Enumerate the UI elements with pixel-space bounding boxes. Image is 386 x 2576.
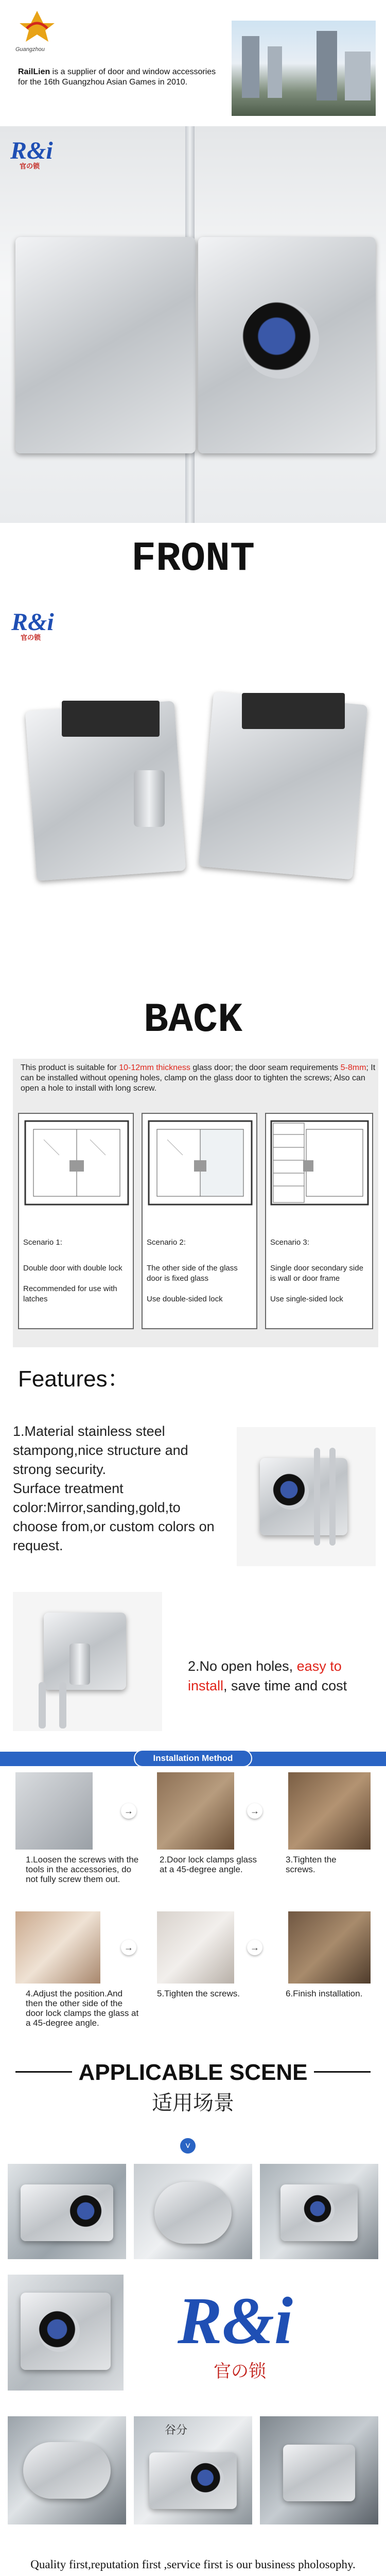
install-photo-2 bbox=[157, 1772, 234, 1850]
applicable-title: APPLICABLE SCENE bbox=[78, 2060, 308, 2085]
scenario-1-title: Scenario 1: bbox=[23, 1238, 62, 1247]
scene-photo-6 bbox=[134, 2416, 252, 2524]
install-photo-4 bbox=[15, 1911, 100, 1984]
feature-2-photo bbox=[13, 1592, 162, 1731]
scenario-3-title: Scenario 3: bbox=[270, 1238, 309, 1247]
install-step-6: 6.Finish installation. bbox=[286, 1989, 363, 1998]
scenario-3-line2: Use single-sided lock bbox=[270, 1295, 343, 1303]
scene-photo-1 bbox=[8, 2164, 126, 2259]
back-product-photo bbox=[0, 600, 386, 992]
scenario-3-line1: Single door secondary side is wall or door frame bbox=[270, 1264, 363, 1283]
install-step-1: 1.Loosen the screws with the tools in the accessories, do not fully screw them out. bbox=[26, 1855, 139, 1884]
applicable-title-cn: 适用场景 bbox=[152, 2092, 234, 2114]
back-lock-left-clamp bbox=[62, 701, 160, 737]
front-lock-left bbox=[15, 237, 196, 453]
feature-1-photo bbox=[237, 1427, 376, 1566]
install-step-2: 2.Door lock clamps glass at a 45-degree angle. bbox=[160, 1855, 257, 1874]
stadium-photo bbox=[232, 21, 376, 116]
scene-photo-7 bbox=[260, 2416, 378, 2524]
install-step-5: 5.Tighten the screws. bbox=[157, 1989, 240, 1998]
arrow-4: → bbox=[247, 1940, 262, 1955]
install-photo-1 bbox=[15, 1772, 93, 1850]
scene-photo-4 bbox=[8, 2275, 124, 2391]
arrow-1: → bbox=[121, 1803, 136, 1819]
scenario-2-title: Scenario 2: bbox=[147, 1238, 186, 1247]
logo-tagline: Guangzhou bbox=[15, 46, 45, 53]
back-lock-latch bbox=[134, 770, 165, 827]
applicable-rule-left bbox=[15, 2071, 72, 2073]
install-photo-5 bbox=[157, 1911, 234, 1984]
intro-brand: RailLien bbox=[18, 67, 50, 76]
install-photo-6 bbox=[288, 1911, 371, 1984]
scenario-1-line1: Double door with double lock bbox=[23, 1264, 122, 1273]
scenario-1-line2: Recommended for use with latches bbox=[23, 1284, 117, 1303]
install-title-tab: Installation Method bbox=[134, 1750, 252, 1767]
front-title: FRONT bbox=[131, 536, 255, 583]
footer-line-1: Quality first,reputation first ,service first is our business pholosophy. bbox=[30, 2558, 356, 2571]
intro-text bbox=[18, 67, 224, 88]
scenario-2-line2: Use double-sided lock bbox=[147, 1295, 223, 1303]
header-banner bbox=[0, 0, 386, 124]
install-photo-3 bbox=[288, 1772, 371, 1850]
product-description: This product is suitable for 10-12mm thickness glass door; the door seam requirements 5-8mm; It can be installed without opening holes, clamp on the glass door to tighten the screws; Also can open a hole to install with long screw. bbox=[21, 1063, 376, 1093]
features-title: Features： bbox=[18, 1366, 130, 1392]
brand-logo-large-cn: 官の锁 bbox=[214, 2362, 266, 2381]
scenario-3 bbox=[265, 1113, 373, 1329]
scene-photo-3 bbox=[260, 2164, 378, 2259]
install-step-3: 3.Tighten the screws. bbox=[286, 1855, 337, 1874]
scenario-1 bbox=[18, 1113, 134, 1329]
asian-games-logo bbox=[16, 8, 58, 44]
scenario-1-diagram bbox=[23, 1119, 130, 1207]
feature-2: 2.No open holes, easy to install, save time and cost bbox=[188, 1658, 347, 1693]
brand-logo: R&i 官の锁 bbox=[10, 137, 53, 170]
applicable-rule-right bbox=[314, 2071, 371, 2073]
arrow-2: → bbox=[247, 1803, 262, 1819]
door-sign: 谷分 bbox=[165, 2424, 188, 2436]
scene-photo-2 bbox=[134, 2164, 252, 2259]
applicable-chevron: ˅ bbox=[180, 2138, 196, 2154]
scenario-2-line1: The other side of the glass door is fixed glass bbox=[147, 1264, 238, 1283]
arrow-3: → bbox=[121, 1940, 136, 1955]
scenario-2-diagram bbox=[147, 1119, 254, 1207]
brand-logo-large: R&i bbox=[178, 2284, 293, 2358]
brand-logo-2: R&i 官の锁 bbox=[11, 608, 54, 641]
back-title: BACK bbox=[143, 997, 243, 1044]
scene-photo-5 bbox=[8, 2416, 126, 2524]
scenario-3-diagram bbox=[269, 1119, 370, 1207]
scenario-2 bbox=[142, 1113, 257, 1329]
feature-1: 1.Material stainless steel stampong,nice structure and strong security. Surface treatment color:Mirror,sanding,gold,to choose from,or custom colors on request. bbox=[13, 1423, 215, 1553]
install-step-4: 4.Adjust the position.And then the other side of the door lock clamps the glass at a 45-degree angle. bbox=[26, 1989, 139, 2028]
lock-knob bbox=[242, 301, 319, 379]
front-product-photo bbox=[0, 126, 386, 523]
back-lock-right-clamp bbox=[242, 693, 345, 729]
intro-body: is a supplier of door and window accessories for the 16th Guangzhou Asian Games in 2010. bbox=[18, 67, 216, 87]
